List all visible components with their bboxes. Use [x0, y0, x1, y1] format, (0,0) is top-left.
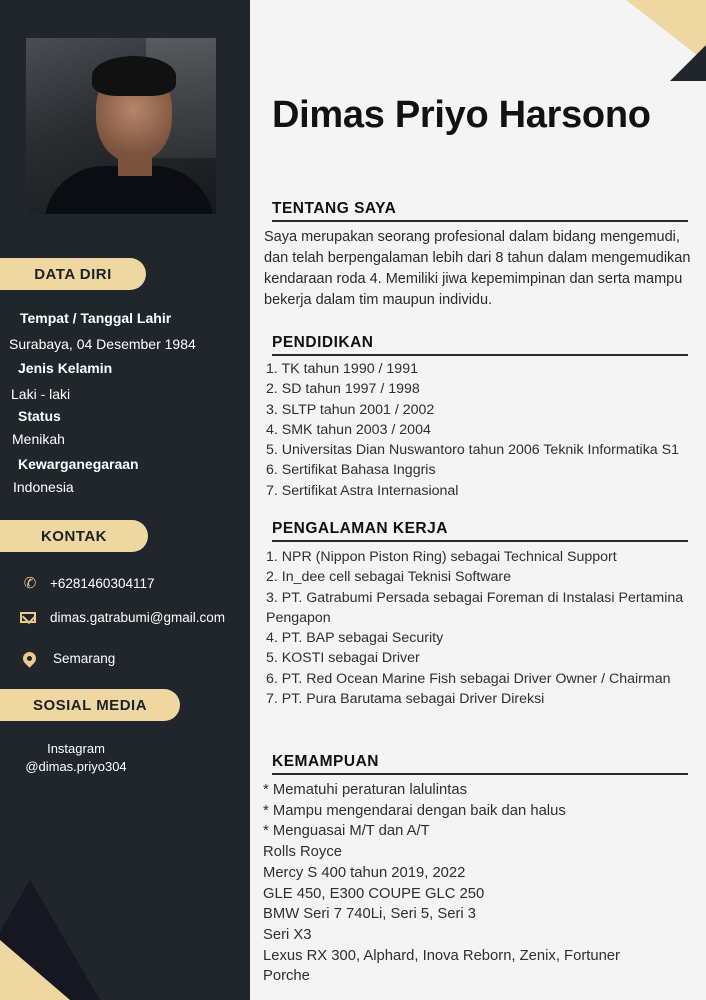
list-item: GLE 450, E300 COUPE GLC 250	[263, 885, 485, 902]
status-label: Status	[18, 408, 61, 424]
pengalaman-list	[266, 547, 696, 709]
list-item: * Menguasai M/T dan A/T	[263, 823, 430, 840]
list-item: * Mematuhi peraturan lalulintas	[263, 782, 467, 798]
phone-icon: ✆	[23, 575, 37, 592]
list-item: 2. In_dee cell sebagai Teknisi Software	[266, 569, 512, 586]
location-value: Semarang	[53, 651, 116, 666]
list-item: 4. PT. BAP sebagai Security	[266, 630, 444, 647]
list-item: 1. TK tahun 1990 / 1991	[266, 361, 418, 377]
gender-label: Jenis Kelamin	[18, 360, 113, 376]
list-item: 5. Universitas Dian Nuswantoro tahun 2006 Teknik Informatika S1	[266, 442, 679, 459]
list-item: 3. PT. Gatrabumi Persada sebagai Foreman di Instalasi Pertamina Pengapon	[266, 589, 684, 626]
pendidikan-heading: PENDIDIKAN	[272, 334, 688, 356]
phone-row[interactable]	[20, 574, 155, 592]
profile-photo	[26, 38, 216, 214]
birth-value: Surabaya, 04 Desember 1984	[9, 336, 196, 352]
list-item: 7. PT. Pura Barutama sebagai Driver Direksi	[266, 691, 545, 708]
kemampuan-heading: KEMAMPUAN	[272, 753, 688, 775]
list-item: Rolls Royce	[263, 844, 342, 861]
decorative-triangle-gold	[0, 940, 70, 1000]
instagram-label: Instagram	[47, 741, 105, 756]
list-item: Porche	[263, 968, 310, 985]
instagram-handle: @dimas.priyo304	[25, 759, 127, 774]
list-item: 4. SMK tahun 2003 / 2004	[266, 421, 431, 438]
citizenship-label: Kewarganegaraan	[18, 456, 139, 472]
email-row[interactable]	[20, 610, 225, 625]
list-item: 2. SD tahun 1997 / 1998	[266, 381, 420, 398]
kontak-heading: KONTAK	[0, 520, 148, 552]
mail-icon	[20, 612, 36, 623]
list-item: Mercy S 400 tahun 2019, 2022	[263, 864, 466, 881]
pengalaman-heading: PENGALAMAN KERJA	[272, 520, 688, 542]
list-item: Lexus RX 300, Alphard, Inova Reborn, Zenix, Fortuner	[263, 947, 620, 964]
tentang-heading: TENTANG SAYA	[272, 200, 688, 222]
list-item: 1. NPR (Nippon Piston Ring) sebagai Technical Support	[266, 549, 617, 565]
location-row	[20, 651, 115, 666]
location-pin-icon	[20, 649, 38, 667]
decorative-corner-dark	[670, 45, 706, 81]
data-diri-heading: DATA DIRI	[0, 258, 146, 290]
gender-value: Laki - laki	[11, 386, 71, 402]
list-item: 6. Sertifikat Bahasa Inggris	[266, 462, 436, 479]
phone-value: +6281460304117	[50, 575, 155, 591]
list-item: Seri X3	[263, 926, 312, 943]
email-value: dimas.gatrabumi@gmail.com	[50, 610, 226, 625]
sidebar	[0, 0, 250, 1000]
list-item: 3. SLTP tahun 2001 / 2002	[266, 401, 435, 418]
list-item: 6. PT. Red Ocean Marine Fish sebagai Driver Owner / Chairman	[266, 670, 671, 687]
full-name: Dimas Priyo Harsono	[272, 94, 651, 136]
list-item: BMW Seri 7 740Li, Seri 5, Seri 3	[263, 906, 476, 923]
kemampuan-list	[263, 780, 693, 987]
tentang-text: Saya merupakan seorang profesional dalam bidang mengemudi, dan telah berpengalaman lebih dari 8 tahun dalam mengemudikan kendaraan roda 4. Memiliki jiwa kepemimpinan dan serta mampu bekerja dalam tim maupun individu.	[264, 229, 691, 308]
instagram-info[interactable]	[18, 740, 134, 776]
list-item: 5. KOSTI sebagai Driver	[266, 650, 420, 667]
social-media-heading: SOSIAL MEDIA	[0, 689, 180, 721]
citizenship-value: Indonesia	[13, 479, 74, 495]
pendidikan-list	[266, 359, 696, 501]
list-item: * Mampu mengendarai dengan baik dan halus	[263, 802, 566, 819]
birth-label: Tempat / Tanggal Lahir	[20, 310, 172, 326]
list-item: 7. Sertifikat Astra Internasional	[266, 482, 459, 499]
status-value: Menikah	[12, 431, 65, 447]
